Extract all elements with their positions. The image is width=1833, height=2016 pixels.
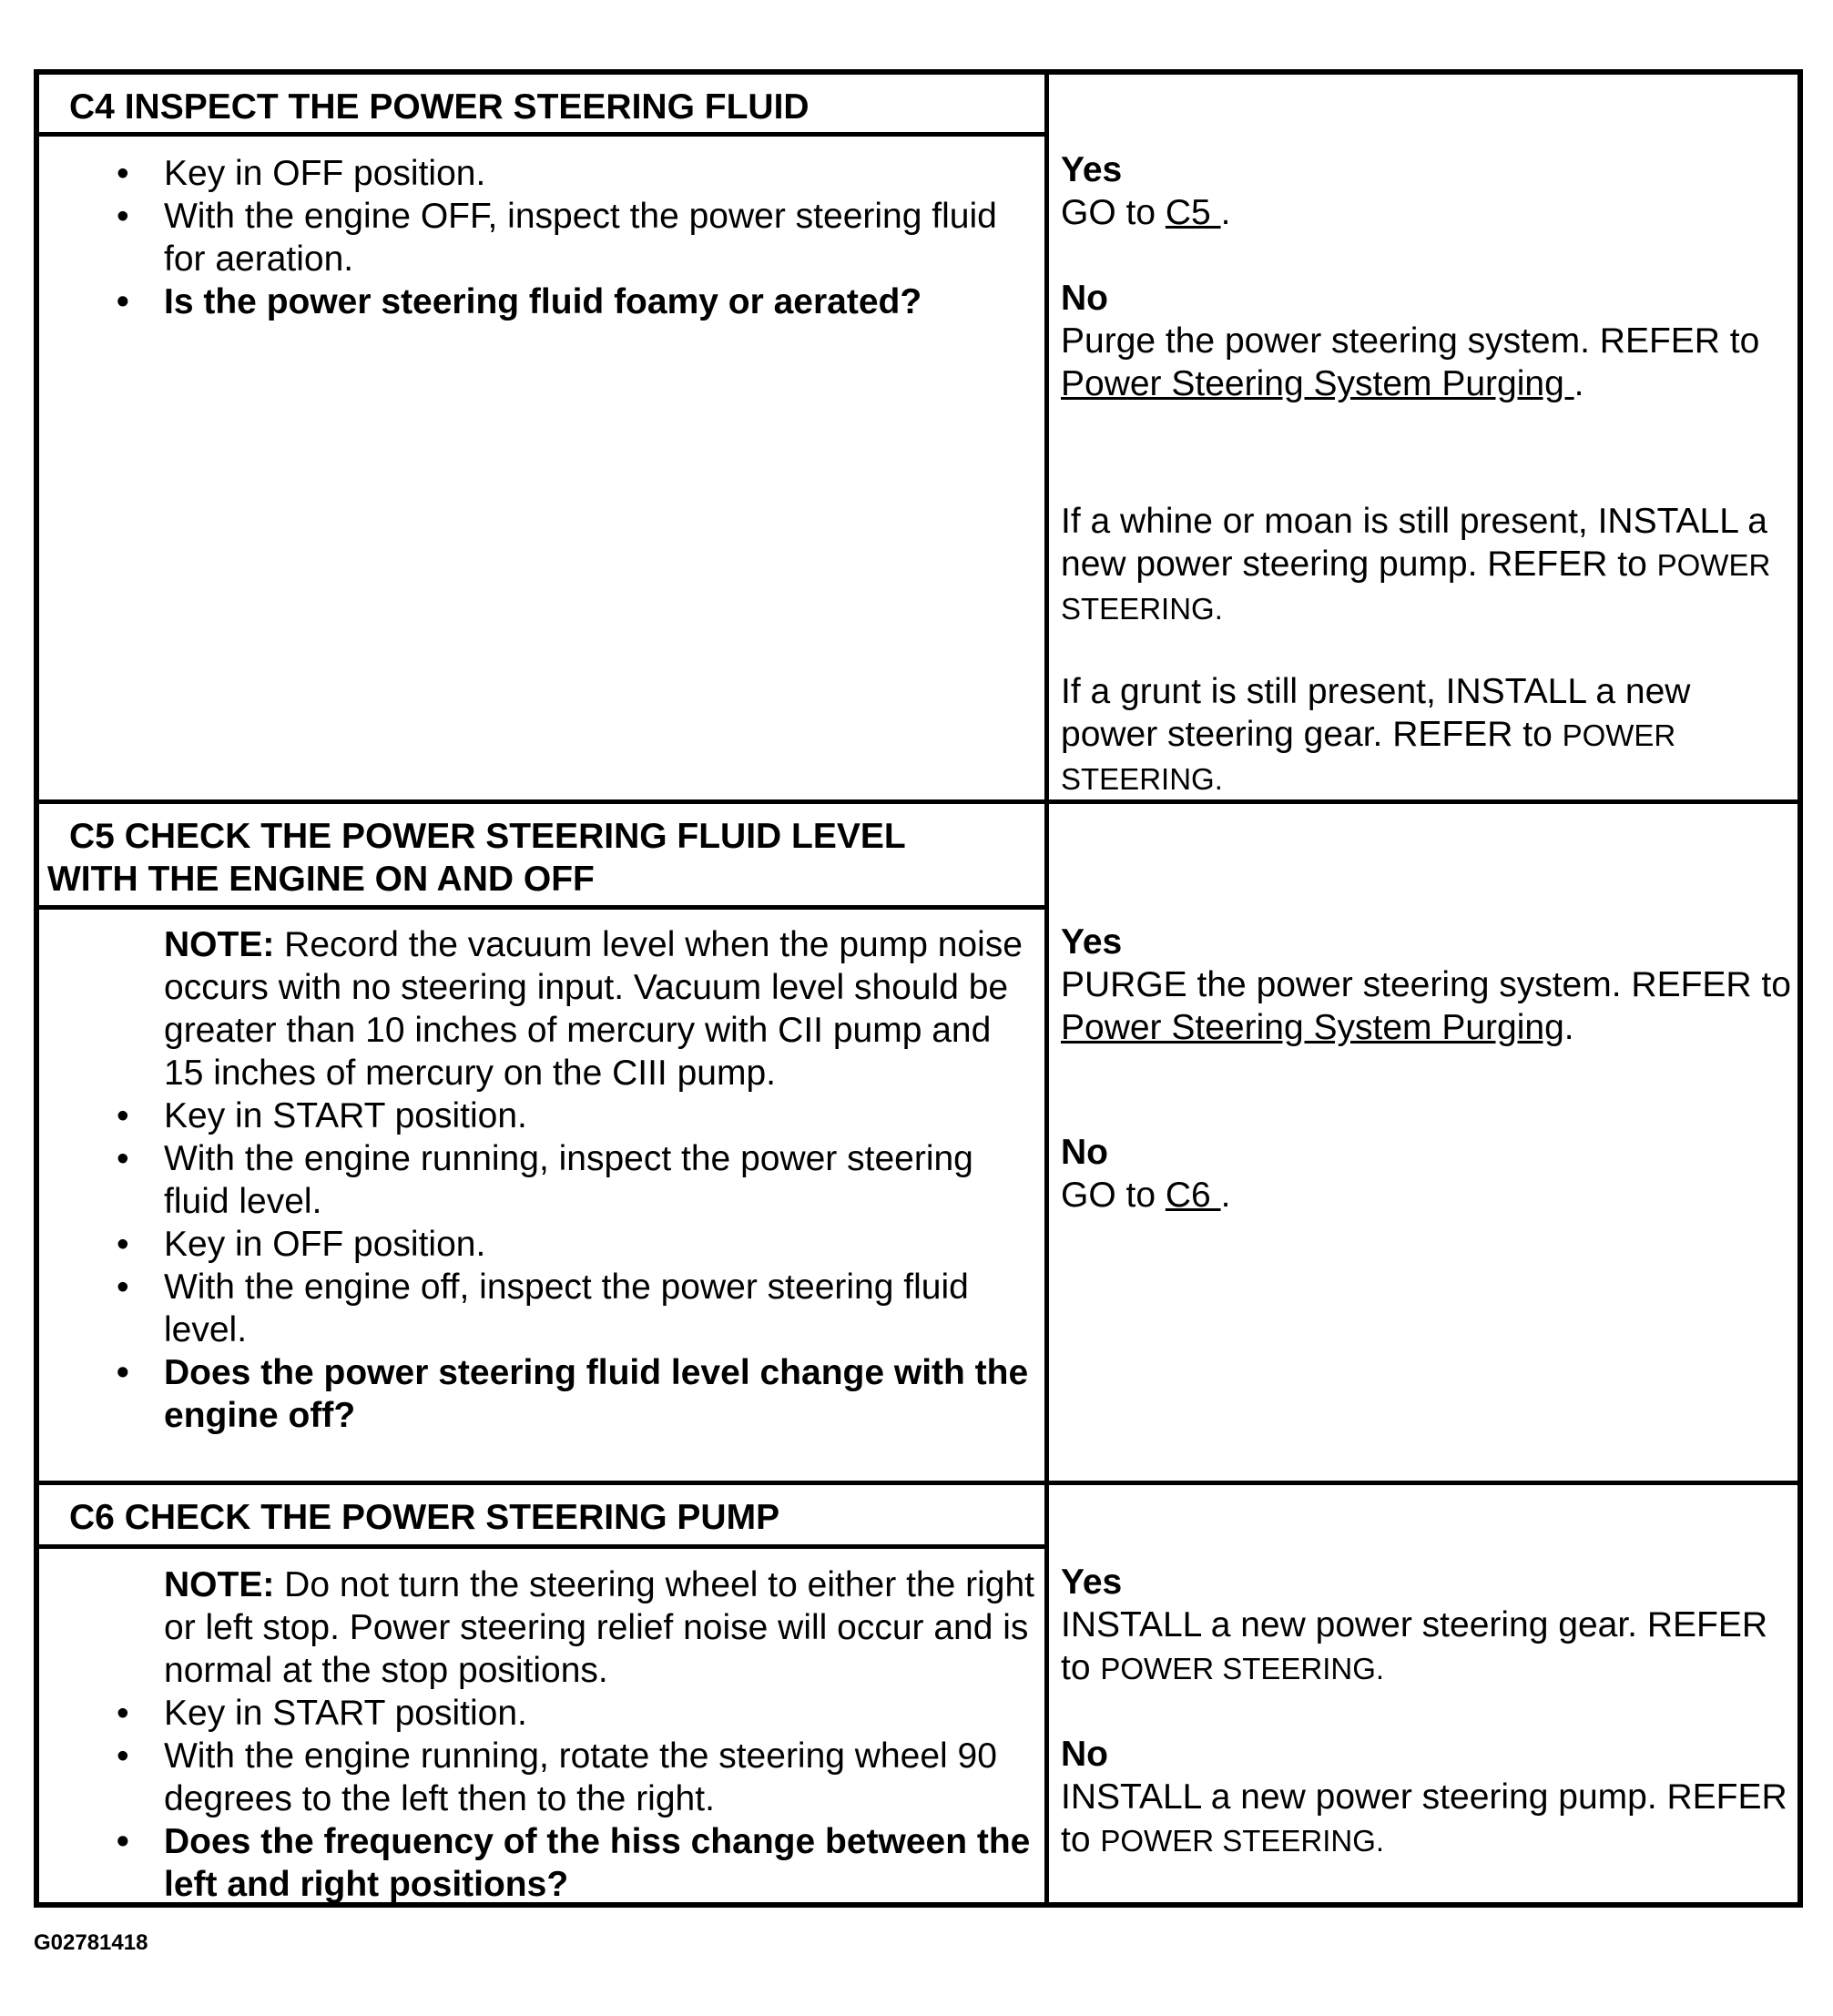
power-steering-ref: POWER STEERING. — [1061, 548, 1771, 626]
list-item: • With the engine running, rotate the steering wheel 90 degrees to the left then to the right. — [36, 1735, 1038, 1820]
c4-steps — [36, 152, 1029, 323]
list-item: • With the engine running, inspect the power steering fluid level. — [36, 1137, 1038, 1223]
c6-link[interactable]: C6 — [1165, 1176, 1221, 1215]
no-label: No — [1061, 1133, 1108, 1172]
no-label: No — [1061, 279, 1108, 318]
c5-title-line1: C5 CHECK THE POWER STEERING FLUID LEVEL — [69, 817, 906, 856]
row-separator — [34, 1481, 1803, 1485]
c6-title-underline — [34, 1544, 1049, 1549]
power-steering-ref: POWER STEERING. — [1100, 1652, 1385, 1685]
purging-link[interactable]: Power Steering System Purging — [1061, 1008, 1564, 1047]
no-action: INSTALL a new power steering pump. REFER to POWER STEERING. — [1061, 1777, 1787, 1859]
note-item: NOTE: Do not turn the steering wheel to either the right or left stop. Power steering relief noise will occur and is normal at the stop positions. — [164, 1565, 1034, 1690]
whine-instruction: If a whine or moan is still present, INSTALL a new power steering pump. REFER to POWER STEERING. — [1061, 502, 1771, 626]
yes-label: Yes — [1061, 150, 1123, 189]
no-label: No — [1061, 1735, 1108, 1774]
list-item: • Key in START position. — [36, 1692, 1038, 1735]
grunt-instruction: If a grunt is still present, INSTALL a new power steering gear. REFER to POWER STEERING. — [1061, 672, 1691, 796]
power-steering-ref: POWER STEERING. — [1061, 718, 1676, 796]
yes-label: Yes — [1061, 922, 1123, 962]
purging-link[interactable]: Power Steering System Purging — [1061, 364, 1574, 403]
question-item: • Is the power steering fluid foamy or aerated? — [36, 280, 1029, 323]
column-divider — [1044, 69, 1049, 1908]
c6-steps — [36, 1563, 1038, 1906]
c5-link[interactable]: C5 — [1165, 193, 1221, 232]
power-steering-ref: POWER STEERING. — [1100, 1824, 1385, 1858]
list-item: • Key in START position. — [36, 1095, 1038, 1137]
c4-title-underline — [34, 132, 1049, 137]
question-item: • Does the power steering fluid level change with the engine off? — [36, 1351, 1038, 1437]
c5-steps — [36, 923, 1038, 1437]
note-item: NOTE: Record the vacuum level when the pump noise occurs with no steering input. Vacuum level should be greater than 10 inches of mercury with CII pump and 15 inches of mercury on the CIII pump. — [164, 925, 1023, 1093]
list-item: • Key in OFF position. — [36, 152, 1029, 195]
c6-outcomes — [1061, 1561, 1794, 1862]
list-item: • With the engine off, inspect the power steering fluid level. — [36, 1266, 1038, 1351]
c4-outcomes — [1061, 148, 1794, 800]
question-item: • Does the frequency of the hiss change between the left and right positions? — [36, 1820, 1038, 1906]
c5-title-underline — [34, 905, 1049, 910]
list-item: • With the engine OFF, inspect the power steering fluid for aeration. — [36, 195, 1029, 280]
yes-label: Yes — [1061, 1563, 1123, 1602]
c5-title-line2: WITH THE ENGINE ON AND OFF — [47, 860, 595, 899]
c5-outcomes — [1061, 921, 1800, 1217]
list-item: • Key in OFF position. — [36, 1223, 1038, 1266]
yes-action: INSTALL a new power steering gear. REFER to POWER STEERING. — [1061, 1605, 1768, 1687]
figure-id: G02781418 — [34, 1930, 148, 1955]
yes-action: GO to C5 . — [1061, 193, 1231, 232]
yes-action: PURGE the power steering system. REFER to Power Steering System Purging. — [1061, 965, 1791, 1047]
no-action: GO to C6 . — [1061, 1176, 1231, 1215]
no-action: Purge the power steering system. REFER to Power Steering System Purging . — [1061, 321, 1760, 403]
c6-title: C6 CHECK THE POWER STEERING PUMP — [69, 1498, 780, 1537]
c4-title: C4 INSPECT THE POWER STEERING FLUID — [69, 87, 810, 127]
